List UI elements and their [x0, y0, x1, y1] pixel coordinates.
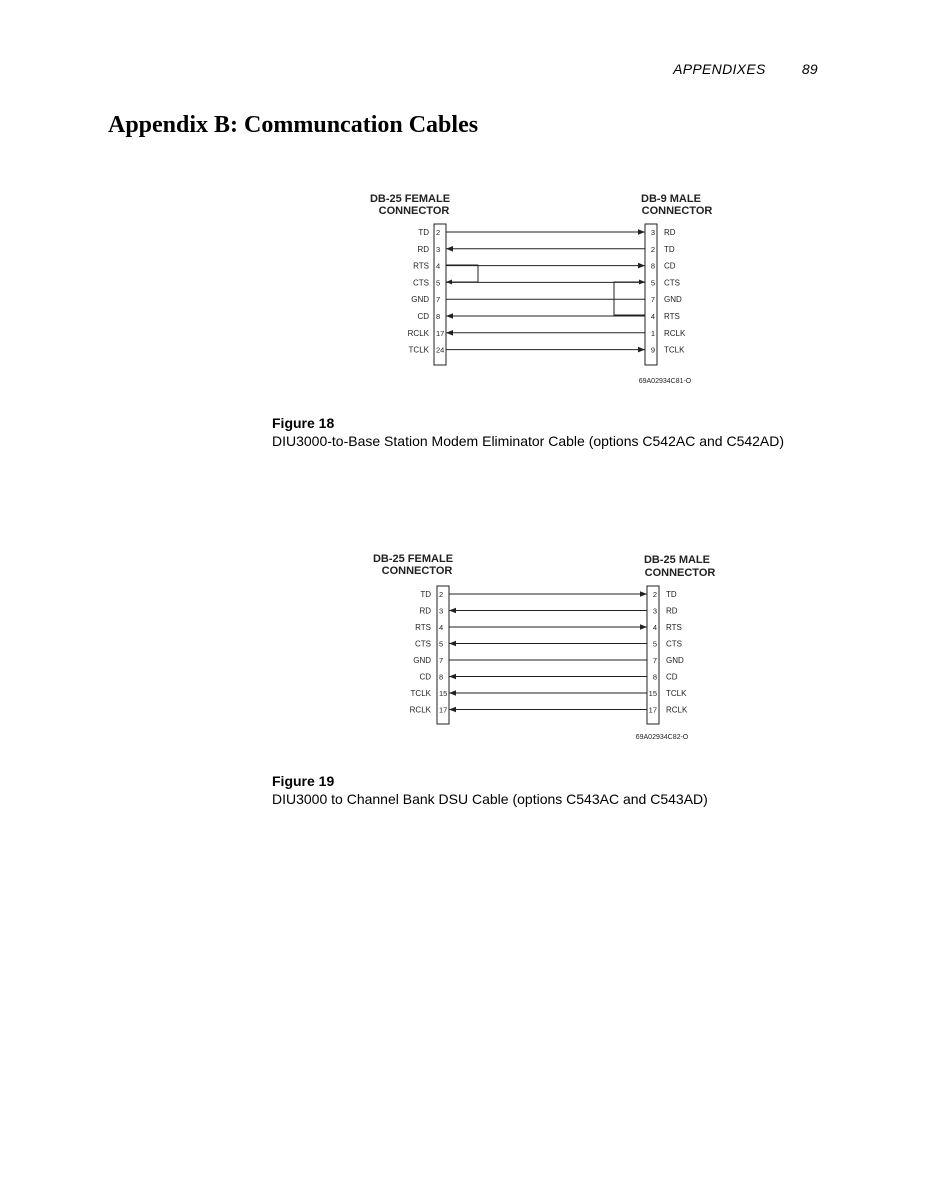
- fig19-row: [413, 656, 684, 665]
- fig19-row: [419, 673, 677, 682]
- fig18-left-signal: TCLK: [408, 345, 429, 355]
- fig19-left-signal: GND: [413, 656, 431, 665]
- fig19-left-pin: 15: [439, 689, 448, 698]
- fig18-left-title: [370, 193, 450, 217]
- fig19-row: [410, 706, 688, 715]
- fig18-left-signal: GND: [411, 295, 429, 305]
- fig18-right-signal: TCLK: [664, 345, 685, 355]
- fig18-left-pin: 2: [436, 228, 441, 237]
- fig18-left-signal: RTS: [413, 261, 429, 271]
- fig18-left-signal: CTS: [413, 278, 429, 288]
- fig19-right-title: [644, 554, 715, 579]
- fig18-right-jumper-arrow: [639, 280, 645, 285]
- fig19-row: [420, 590, 677, 599]
- fig18-wire-arrow-left: [446, 330, 453, 336]
- fig19-left-signal: RD: [419, 606, 431, 616]
- fig18-right-jumper-cts-rts: [614, 282, 645, 315]
- fig19-left-pin: 2: [439, 590, 444, 599]
- fig18-left-pin: 8: [436, 312, 441, 321]
- fig19-left-pin: 8: [439, 672, 444, 682]
- figure-18-caption-text: DIU3000-to-Base Station Modem Eliminator Cable (options C542AC and C542AD): [272, 433, 785, 449]
- fig18-left-signal: RCLK: [407, 328, 429, 338]
- figure-19-caption-text: DIU3000 to Channel Bank DSU Cable (options C543AC and C543AD): [272, 791, 708, 807]
- fig19-left-pin: 5: [439, 639, 444, 649]
- fig18-wire-arrow-right: [638, 263, 645, 269]
- fig19-right-signal: GND: [666, 656, 684, 665]
- fig19-right-pin: 4: [652, 623, 657, 632]
- fig19-left-pin: 4: [439, 623, 444, 632]
- fig18-left-pin: 5: [436, 278, 441, 288]
- fig19-right-title-line2: CONNECTOR: [644, 567, 716, 579]
- fig19-wire-arrow-left: [449, 608, 456, 614]
- fig19-wiring: [410, 590, 688, 715]
- fig18-row: [417, 312, 679, 321]
- fig19-left-pin: 17: [439, 705, 448, 715]
- fig18-left-signal: CD: [417, 312, 429, 321]
- figure-19-label: Figure 19: [272, 773, 335, 789]
- fig18-wire-arrow-left: [446, 246, 453, 252]
- fig19-right-pin: 8: [652, 672, 657, 682]
- fig18-right-signal: CTS: [664, 278, 680, 288]
- fig18-row: [413, 262, 676, 271]
- fig18-right-title-line2: CONNECTOR: [641, 205, 713, 217]
- fig18-right-pin: 1: [650, 328, 655, 338]
- fig19-row: [411, 689, 688, 698]
- fig18-row: [418, 228, 675, 237]
- fig19-left-signal: CTS: [415, 639, 431, 649]
- fig18-right-pin: 7: [650, 295, 655, 305]
- fig18-left-title-line1: DB-25 FEMALE: [369, 193, 451, 205]
- fig19-right-connector-body: [647, 586, 659, 724]
- fig18-left-pin: 4: [436, 261, 441, 271]
- fig18-right-pin: 3: [650, 228, 655, 237]
- fig19-wire-arrow-left: [449, 674, 456, 680]
- fig18-right-signal: CD: [664, 261, 676, 271]
- fig19-wire-arrow-left: [449, 641, 456, 647]
- figure-18-label: Figure 18: [272, 415, 335, 431]
- fig19-right-signal: TD: [666, 590, 677, 599]
- fig18-right-signal: RCLK: [664, 328, 686, 338]
- fig18-wiring: [408, 228, 686, 355]
- fig19-left-pin: 3: [439, 606, 444, 616]
- fig19-wire-arrow-left: [449, 707, 456, 713]
- fig18-left-pin: 17: [436, 328, 445, 338]
- fig19-wire-arrow-right: [640, 624, 647, 630]
- fig19-row: [415, 640, 682, 649]
- fig19-left-title-line2: CONNECTOR: [381, 565, 453, 577]
- fig19-right-signal: CTS: [666, 639, 682, 649]
- fig18-right-signal: GND: [664, 295, 682, 305]
- fig19-right-pin: 5: [652, 639, 657, 649]
- fig18-right-signal: TD: [664, 244, 675, 254]
- fig18-left-title-line2: CONNECTOR: [378, 205, 450, 217]
- fig19-right-pin: 17: [648, 705, 657, 715]
- fig19-row: [419, 607, 677, 616]
- fig18-wire-arrow-left: [446, 313, 453, 319]
- fig18-row: [417, 245, 674, 254]
- fig18-right-connector-body: [645, 224, 657, 365]
- fig19-right-signal: RD: [666, 606, 678, 616]
- fig19-right-pin: 7: [652, 656, 657, 665]
- fig19-left-connector-body: [437, 586, 449, 724]
- fig18-left-jumper-arrow: [446, 280, 452, 285]
- fig19-left-signal: TCLK: [410, 689, 431, 698]
- fig18-right-pin: 5: [650, 278, 655, 288]
- fig18-wire-arrow-right: [638, 347, 645, 353]
- running-header: [673, 61, 818, 77]
- fig18-left-pin: 7: [436, 295, 441, 305]
- fig19-wire-arrow-left: [449, 690, 456, 696]
- fig19-left-signal: CD: [419, 672, 431, 682]
- fig19-wire-arrow-right: [640, 591, 647, 597]
- fig19-right-pin: 3: [652, 606, 657, 616]
- fig19-left-title-line1: DB-25 FEMALE: [372, 553, 454, 565]
- fig18-left-pin: 3: [436, 244, 441, 254]
- fig18-right-pin: 2: [650, 244, 655, 254]
- fig18-wire-arrow-right: [638, 229, 645, 235]
- fig18-right-pin: 9: [650, 345, 655, 355]
- fig18-row: [413, 278, 680, 287]
- fig18-left-jumper-rts-cts: [446, 265, 478, 282]
- fig18-left-signal: RD: [417, 244, 429, 254]
- fig19-row: [415, 623, 682, 632]
- fig19-left-signal: RCLK: [409, 705, 431, 715]
- fig19-left-signal: RTS: [415, 623, 431, 632]
- fig18-part-number: 69A02934C81-O: [638, 378, 692, 385]
- fig19-part-number: 69A02934C82-O: [635, 734, 689, 741]
- fig19-right-signal: CD: [666, 672, 678, 682]
- fig18-right-title-line1: DB-9 MALE: [641, 193, 701, 205]
- fig18-right-signal: RD: [664, 228, 676, 237]
- header-section: APPENDIXES: [673, 61, 766, 77]
- fig18-row: [411, 295, 682, 304]
- fig18-right-pin: 4: [650, 312, 655, 321]
- fig19-right-pin: 2: [652, 590, 657, 599]
- fig18-left-signal: TD: [418, 228, 429, 237]
- figure-19-caption: [272, 772, 792, 808]
- page-title: Appendix B: Communcation Cables: [108, 112, 479, 138]
- page-number: 89: [801, 61, 818, 77]
- fig19-left-pin: 7: [439, 656, 444, 665]
- fig19-right-signal: RTS: [666, 623, 682, 632]
- fig18-right-signal: RTS: [664, 312, 680, 321]
- fig19-right-signal: RCLK: [666, 705, 688, 715]
- fig19-left-signal: TD: [420, 590, 431, 599]
- fig18-row: [408, 329, 686, 338]
- fig18-left-pin: 24: [436, 345, 445, 355]
- fig19-right-pin: 15: [648, 689, 657, 698]
- fig18-row: [409, 346, 686, 355]
- fig19-right-title-line1: DB-25 MALE: [643, 554, 711, 566]
- figure-18-caption: [272, 414, 792, 450]
- fig18-left-connector-body: [434, 224, 446, 365]
- fig18-right-pin: 8: [650, 261, 655, 271]
- fig19-right-signal: TCLK: [666, 689, 687, 698]
- fig18-right-title: [641, 193, 712, 217]
- fig19-left-title: [373, 553, 453, 577]
